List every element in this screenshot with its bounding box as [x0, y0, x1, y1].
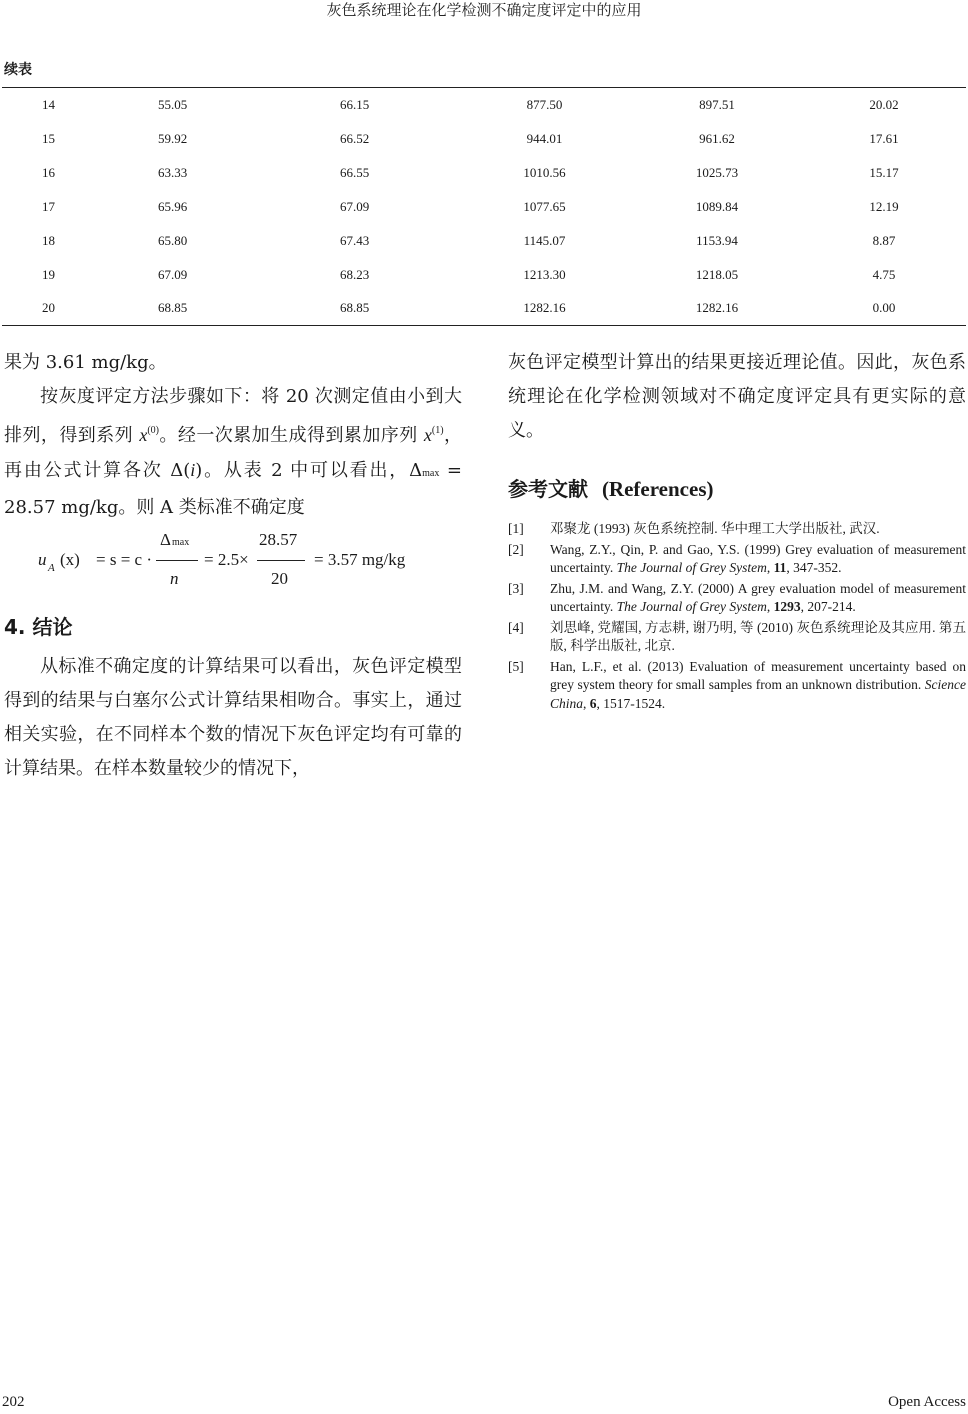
table-row [2, 122, 966, 156]
table-cell: 65.80 [158, 232, 188, 248]
table-cell: 68.85 [158, 300, 188, 316]
table-cell: 961.62 [699, 130, 735, 146]
reference-item [508, 520, 966, 539]
table-cell: 67.43 [340, 232, 370, 248]
data-table [2, 87, 966, 326]
table-cell: 1218.05 [695, 266, 739, 282]
table-cell: 944.01 [526, 130, 563, 146]
table-cell: 1282.16 [523, 300, 566, 316]
table-cell: 17 [42, 198, 55, 214]
table-cell: 0.00 [872, 300, 896, 316]
paragraph-conclusion: 从标准不确定度的计算结果可以看出，灰色评定模型得到的结果与白塞尔公式计算结果相吻合。事实上，通过相关实验，在不同样本个数的情况下灰色评定均有可靠的计算结果。在样本数量较少的情况下， [4, 656, 462, 779]
reference-number: [1] [508, 521, 524, 536]
reference-item [508, 541, 966, 578]
table-cell: 14 [42, 96, 55, 112]
table-cell: 59.92 [158, 130, 188, 146]
references-list [508, 520, 966, 713]
table-row [2, 224, 966, 258]
table-cell: 1153.94 [696, 232, 738, 248]
table-cell: 66.52 [340, 130, 370, 146]
table-cell: 67.09 [158, 266, 188, 282]
table-row [2, 190, 966, 224]
table-row [2, 156, 966, 190]
reference-item [508, 658, 966, 714]
reference-text: 刘思峰, 党耀国, 方志耕, 谢乃明, 等 (2010) 灰色系统理论及其应用. 第五版, 科学出版社, 北京. [550, 619, 966, 653]
table-row [2, 258, 966, 292]
reference-text: 邓聚龙 (1993) 灰色系统控制. 华中理工大学出版社, 武汉. [550, 521, 880, 536]
page-number: 202 [2, 1394, 25, 1410]
table-cell: 20.02 [869, 96, 899, 112]
table-cell: 63.33 [158, 164, 188, 180]
table-cell: 1010.56 [523, 164, 566, 180]
table-cell: 897.51 [699, 96, 735, 112]
table-cell: 1089.84 [695, 198, 739, 214]
table-cell: 17.61 [869, 130, 899, 146]
table-cell: 15 [42, 130, 55, 146]
table-continued-label: 续表 [4, 62, 32, 78]
reference-text: Wang, Z.Y., Qin, P. and Gao, Y.S. (1999) Grey evaluation of measurement uncertainty. The Journal of Grey System, 11, 347-352. [550, 541, 966, 575]
table-cell: 65.96 [158, 198, 188, 214]
table-row [2, 88, 966, 122]
table-cell: 20 [42, 300, 55, 316]
table-cell: 15.17 [869, 164, 899, 180]
table-cell: 877.50 [526, 96, 563, 112]
reference-number: [3] [508, 580, 524, 596]
paragraph-result: 果为 3.61 mg/kg。 [4, 352, 167, 373]
table-cell: 8.87 [872, 232, 896, 248]
reference-text: Zhu, J.M. and Wang, Z.Y. (2000) A grey evaluation model of measurement uncertainty. The Journal of Grey System, 1293, 207-214. [550, 580, 966, 614]
left-column [4, 346, 462, 786]
paragraph-method: 按灰度评定方法步骤如下：将 20 次测定值由小到大排列，得到系列 $x^{(0)}$。经一次累加生成得到累加序列 $x^{(1)}$，再由公式计算各次 Δ(i)。从表 2 中可以看出，Δmax = 28.57 mg/kg。则 A 类标准不确定度 [4, 386, 462, 518]
table-cell: 19 [42, 266, 55, 282]
right-column [508, 346, 966, 715]
table-cell: 66.55 [340, 164, 370, 180]
table-cell: 1213.30 [523, 266, 566, 282]
reference-number: [5] [508, 658, 524, 674]
reference-item [508, 619, 966, 656]
table-cell: 1077.65 [523, 198, 566, 214]
table-cell: 12.19 [869, 198, 899, 214]
table-cell: 66.15 [340, 96, 370, 112]
paragraph-significance: 灰色评定模型计算出的结果更接近理论值。因此，灰色系统理论在化学检测领域对不确定度评定具有更实际的意义。 [508, 352, 966, 441]
reference-text: Han, L.F., et al. (2013) Evaluation of measurement uncertainty based on grey system theory for small samples from an unknown distribution. Science China, 6, 1517-1524. [550, 658, 966, 711]
table-cell: 55.05 [158, 96, 188, 112]
table-cell: 1025.73 [695, 164, 739, 180]
reference-number: [4] [508, 619, 524, 635]
table-cell: 67.09 [340, 198, 370, 214]
reference-number: [2] [508, 541, 524, 557]
footer-label: Open Access [888, 1394, 966, 1410]
table-cell: 1282.16 [695, 300, 739, 316]
table-cell: 68.23 [340, 266, 370, 282]
section-title-conclusion: 4. 结论 [4, 615, 73, 639]
table-cell: 16 [42, 164, 55, 180]
uncertainty-formula: u A (x) = s = c · Δ max n = 2.5× 28.57 20 = 3.57 mg/kg [38, 530, 406, 588]
table-cell: 68.85 [340, 300, 370, 316]
table-cell: 18 [42, 232, 55, 248]
reference-item [508, 580, 966, 617]
references-title: 参考文献 (References) [508, 477, 714, 501]
running-header: 灰色系统理论在化学检测不确定度评定中的应用 [326, 1, 642, 19]
table-cell: 4.75 [872, 266, 896, 282]
table-row [2, 292, 966, 326]
table-cell: 1145.07 [523, 232, 566, 248]
